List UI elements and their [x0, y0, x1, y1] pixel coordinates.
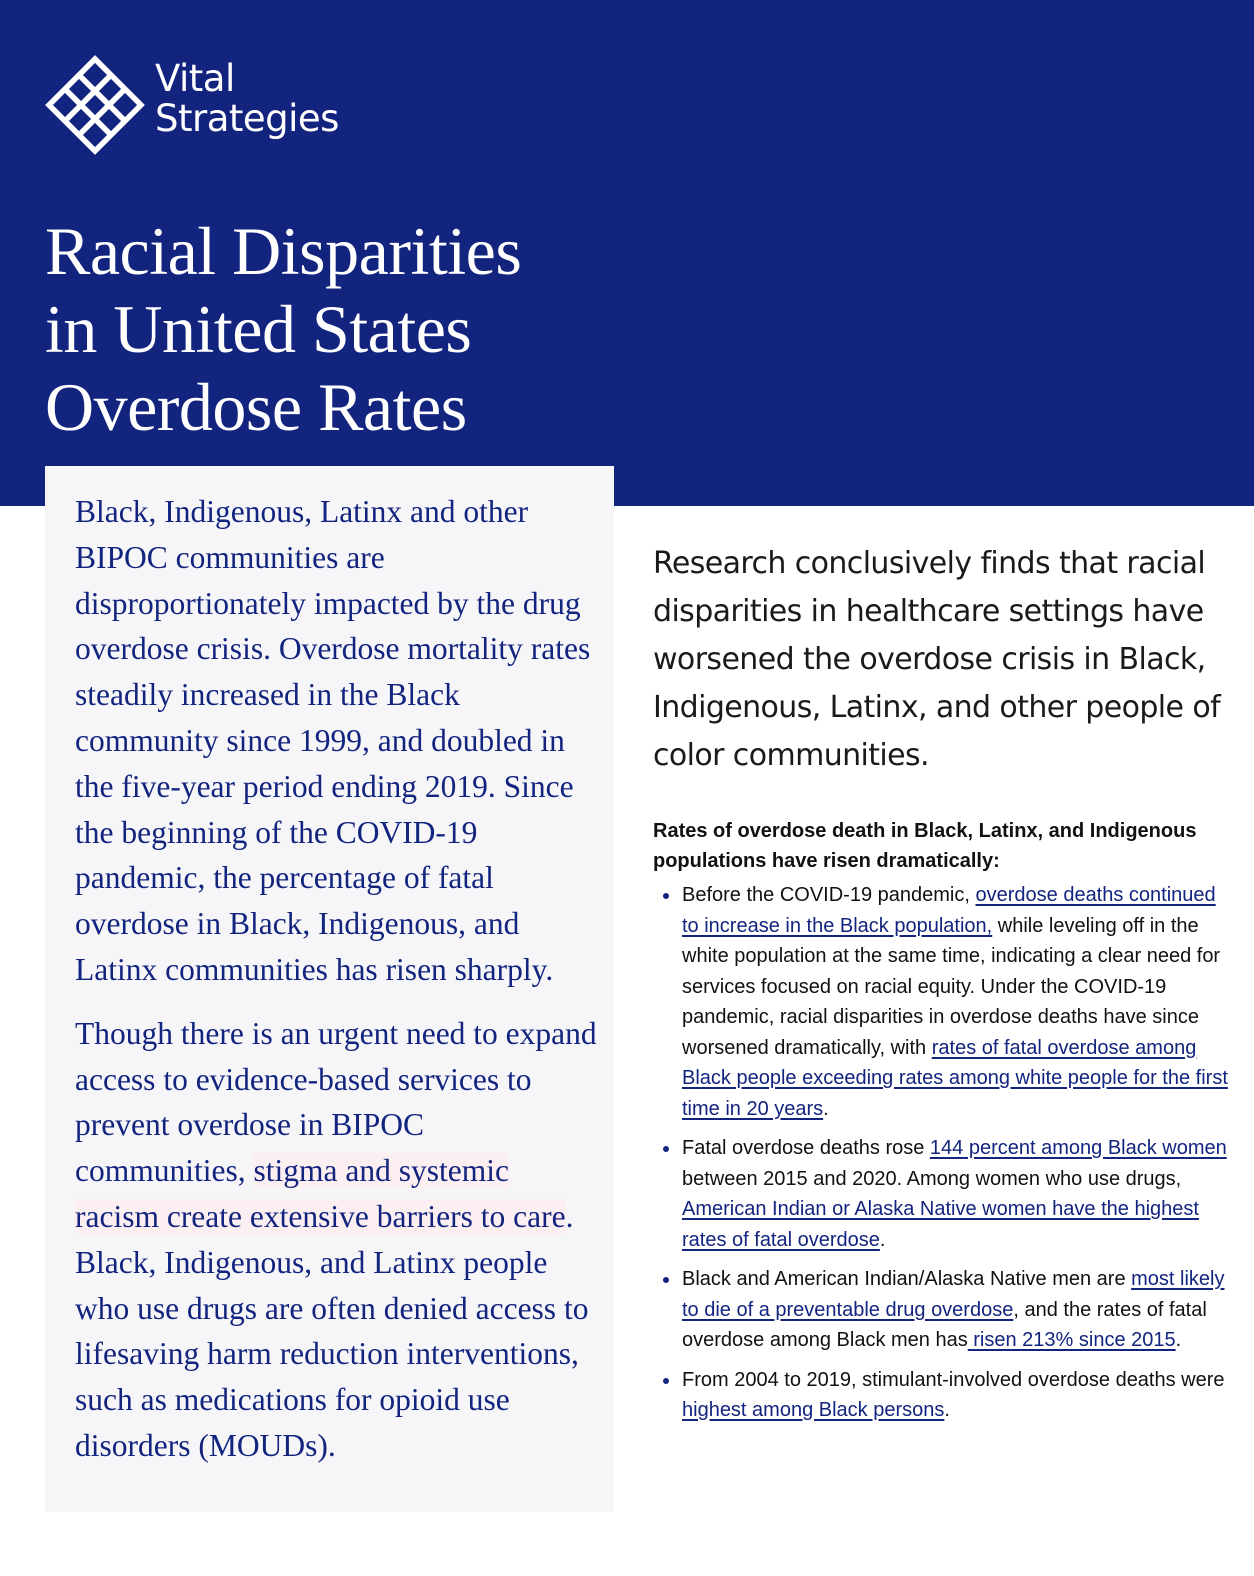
- lede-statement: Research conclusively finds that racial disparities in healthcare settings have worsened the overdose crisis in Black, Indigenous, Latinx, and other people of color communities.: [653, 546, 1221, 773]
- title-line-1: Racial Disparities: [45, 213, 522, 289]
- source-link[interactable]: most likely to die of a preventable drug overdose: [682, 1268, 1225, 1321]
- bullet-text: Fatal overdose deaths rose: [682, 1137, 930, 1159]
- intro-paragraph-1: Black, Indigenous, Latinx and other BIPOC communities are disproportionately impacted by the drug overdose crisis. Overdose mortality rates steadily increased in the Black community since 1999, and doubled in the five-year period ending 2019. Since the beginning of the COVID-19 pandemic, the percentage of fatal overdose in Black, Indigenous, and Latinx communities has risen sharply.: [75, 494, 591, 987]
- rates-subheading: Rates of overdose death in Black, Latinx, and Indigenous populations have risen dramatically:: [653, 820, 1197, 872]
- brand-logo[interactable]: [45, 55, 375, 155]
- brand-line-1: Vital: [155, 57, 235, 100]
- intro-text: [75, 489, 600, 1487]
- source-link[interactable]: overdose deaths continued to increase in the Black population,: [682, 884, 1216, 937]
- intro-paragraph-2-start: Though there is an urgent need to expand access to evidence-based services to prevent overdose in BIPOC communities,: [75, 1015, 597, 1189]
- bullet-text: , and the rates of fatal overdose among Black men has: [682, 1298, 1207, 1351]
- bullet-item: [653, 1365, 1233, 1426]
- bullet-text: while leveling off in the white population at the same time, indicating a clear need for services focused on racial equity. Under the COVID-19 pandemic, racial disparities in overdose deaths have since worsened dramatically, with: [682, 914, 1221, 1059]
- header-banner: [0, 0, 1254, 506]
- bullet-text: Before the COVID-19 pandemic,: [682, 884, 976, 906]
- highlighted-phrase: stigma and systemic racism create extensive barriers to care: [75, 1153, 566, 1234]
- bullet-text: between 2015 and 2020. Among women who use drugs,: [682, 1167, 1182, 1190]
- source-link[interactable]: risen 213% since 2015: [967, 1329, 1176, 1351]
- title-line-3: Overdose Rates: [45, 369, 467, 445]
- page-title: [45, 212, 645, 446]
- bullet-text: .: [879, 1228, 886, 1251]
- vital-strategies-logo-icon: [45, 55, 145, 155]
- source-link[interactable]: 144 percent among Black women: [929, 1137, 1227, 1159]
- bullet-text: From 2004 to 2019, stimulant-involved overdose deaths were: [682, 1368, 1225, 1391]
- bullet-text: .: [944, 1399, 950, 1421]
- bullet-text: .: [823, 1097, 829, 1120]
- bullet-item: [653, 1264, 1233, 1356]
- source-link[interactable]: rates of fatal overdose among Black people exceeding rates among white people for the first time in 20 years: [682, 1036, 1228, 1120]
- source-link[interactable]: American Indian or Alaska Native women have the highest rates of fatal overdose: [682, 1198, 1199, 1251]
- source-link[interactable]: highest among Black persons: [682, 1399, 945, 1421]
- intro-panel: [45, 466, 614, 1512]
- bullet-text: .: [1175, 1329, 1182, 1351]
- research-column: [653, 540, 1233, 1435]
- intro-paragraph-2: [75, 1011, 600, 1469]
- brand-name: [155, 59, 339, 139]
- bullet-item: [653, 880, 1233, 1124]
- brand-line-2: Strategies: [155, 97, 339, 140]
- bullet-text: Black and American Indian/Alaska Native men are: [682, 1268, 1132, 1290]
- bullet-item: [653, 1133, 1233, 1255]
- rates-bullet-list: [653, 880, 1233, 1426]
- title-line-2: in United States: [45, 291, 472, 367]
- intro-paragraph-2-end: . Black, Indigenous, and Latinx people who use drugs are often denied access to lifesaving harm reduction interventions, such as medications for opioid use disorders (MOUDs).: [75, 1198, 589, 1463]
